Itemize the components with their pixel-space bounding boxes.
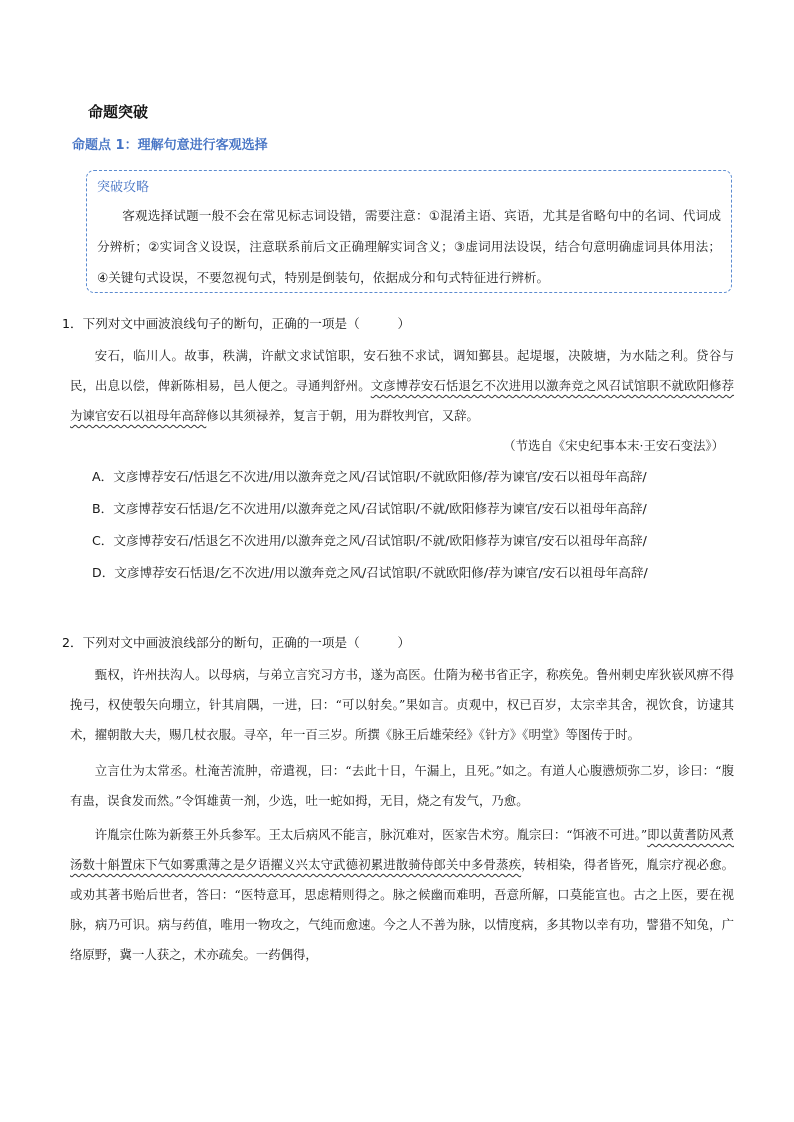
strategy-title: 突破攻略 <box>97 180 150 195</box>
question-2-paragraph-2: 立言仕为太常丞。杜淹苦流肿，帝遣视，曰：“去此十日，午漏上，且死。”如之。有道人心腹懑烦弥二岁，诊曰：“腹有蛊，误食发而然。”令饵雄黄一剂，少选，吐一蛇如拇，无目，烧之有发气，乃愈。 <box>70 763 734 808</box>
section-title: 命题突破 <box>88 103 149 121</box>
option-b: B．文彦博荐安石恬退/乞不次进用/以激奔竞之风/召试馆职/不就/欧阳修荐为谏官/安石以祖母年高辞/ <box>92 501 647 516</box>
passage-text: 许胤宗仕陈为新蔡王外兵参军。王太后病风不能言，脉沉难对，医家告术穷。胤宗曰：“饵液不可进。” <box>94 827 648 842</box>
option-d: D．文彦博荐安石恬退/乞不次进/用以激奔竞之风/召试馆职/不就欧阳修/荐为谏官/安石以祖母年高辞/ <box>92 565 648 580</box>
strategy-box <box>86 170 732 293</box>
question-2-paragraph-3 <box>62 820 734 970</box>
passage-text: 安石，临川人。故事，秩满，许献文求试馆职，安石独不求试，调知鄞县。起堤堰，决陂塘，为水陆之利。贷谷与民，出息以偿，俾新陈相易，邑人便之。寻通判舒州。 <box>70 348 734 393</box>
passage-text: 修以其须禄养，复言于朝，用为群牧判官，又辞。 <box>206 408 479 423</box>
option-c: C．文彦博荐安石/恬退乞不次进用/以激奔竞之风/召试馆职/不就/欧阳修荐为谏官/安石以祖母年高辞/ <box>92 533 647 548</box>
option-a: A．文彦博荐安石/恬退乞不次进/用以激奔竞之风/召试馆职/不就欧阳修/荐为谏官/安石以祖母年高辞/ <box>92 469 647 484</box>
question-2-paragraph-1: 甄权，许州扶沟人。以母病，与弟立言究习方书，遂为高医。仕隋为秘书省正字，称疾免。鲁州刺史库狄嵚风痹不得挽弓，权使彀矢向堋立，针其肩隅，一进，曰：“可以射矣。”果如言。贞观中，权已百岁，太宗幸其舍，视饮食，访逮其术，擢朝散大夫，赐几杖衣服。寻卒，年一百三岁。所撰《脉王后雄荣经》《针方》《明堂》等图传于时。 <box>70 667 734 742</box>
passage-source: （节选自《宋史纪事本末·王安石变法》） <box>503 438 724 453</box>
wavy-underlined-sentence: 文彦博荐安石恬退乞不次进用以激奔竞之风召试馆职不就欧阳修荐为谏官安石以祖母年高辞 <box>70 378 735 423</box>
proposition-point-title: 命题点 1：理解句意进行客观选择 <box>72 138 268 153</box>
passage-text: ，转相染，得者皆死，胤宗疗视必愈。或劝其著书贻后世者，答曰：“医特意耳，思虑精则得之。脉之候幽而难明，吾意所解，口莫能宣也。古之上医，要在视脉，病乃可识。病与药值，唯用一物攻之，气纯而愈速。今之人不善为脉，以情度病，多其物以幸有功，譬猎不知兔，广络原野，冀一人获之，术亦疏矣。一药偶得， <box>70 857 735 962</box>
question-1 <box>62 314 734 589</box>
question-1-passage <box>62 341 734 431</box>
strategy-text: 客观选择试题一般不会在常见标志词设错，需要注意：①混淆主语、宾语，尤其是省略句中的名词、代词成分辨析；②实词含义设误，注意联系前后文正确理解实词含义；③虚词用法设误，结合句意明确虚词具体用法；④关键句式设误，不要忽视句式，特别是倒装句，依据成分和句式特征进行辨析。 <box>97 208 721 285</box>
question-2 <box>62 633 734 970</box>
question-1-stem: 1．下列对文中画波浪线句子的断句，正确的一项是（ ） <box>62 316 411 331</box>
wavy-underlined-sentence: 即以黄耆防风煮汤数十斛置床下气如雾熏薄之是夕语擢义兴太守武德初累进散骑侍郎关中多骨蒸疾 <box>70 827 734 872</box>
question-2-stem: 2．下列对文中画波浪线部分的断句，正确的一项是（ ） <box>62 635 411 650</box>
